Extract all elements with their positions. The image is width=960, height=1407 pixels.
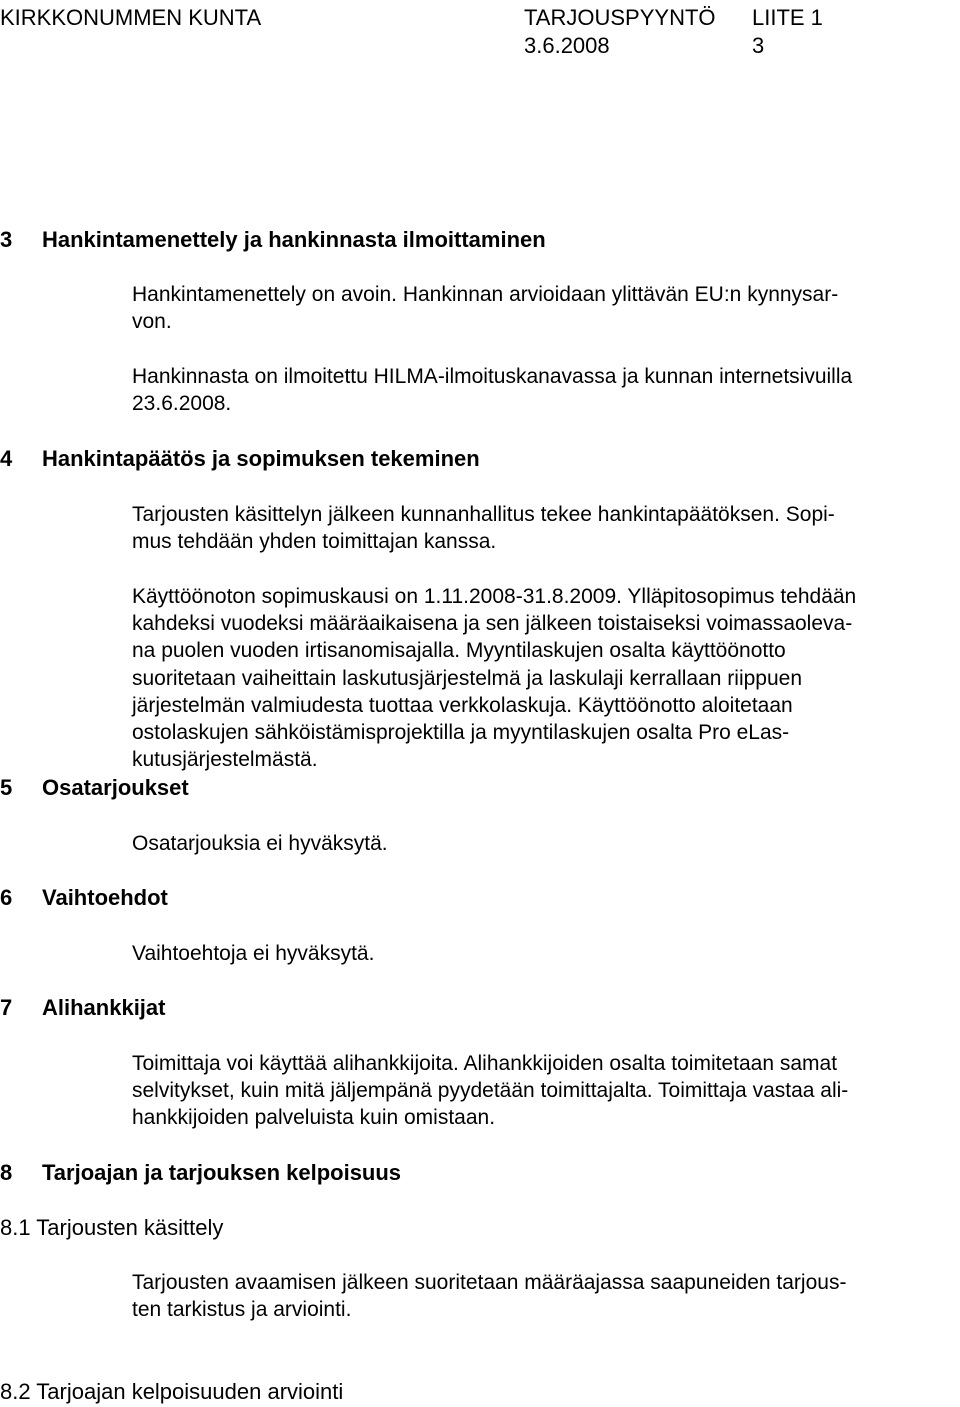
header-page-number: 3 (752, 33, 765, 58)
text-line: von. (132, 310, 172, 334)
text-line: na puolen vuoden irtisanomisajalla. Myyntilaskujen osalta käyttöönotto (132, 639, 786, 663)
section-5-paragraph (132, 830, 388, 857)
section-4-title: Hankintapäätös ja sopimuksen tekeminen (42, 446, 480, 471)
text-line: Hankintamenettely on avoin. Hankinnan arvioidaan ylittävän EU:n kynnysar- (132, 283, 839, 306)
text-line: kahdeksi vuodeksi määräaikaisena ja sen jälkeen toistaiseksi voimassaoleva- (132, 612, 853, 636)
section-4-paragraph-2 (132, 583, 856, 773)
section-6-title: Vaihtoehdot (42, 885, 168, 910)
text-line: selvitykset, kuin mitä jäljempänä pyydetään toimittajalta. Toimittaja vastaa ali- (132, 1079, 849, 1103)
section-3-paragraph-2 (132, 363, 852, 417)
text-line: hankkijoiden palveluista kuin omistaan. (132, 1106, 496, 1130)
text-line: suoritetaan vaiheittain laskutusjärjestelmä ja laskulaji kerrallaan riippuen (132, 666, 803, 690)
section-3-number: 3 (0, 227, 13, 252)
text-line: Vaihtoehtoja ei hyväksytä. (132, 942, 375, 965)
text-line: Osatarjouksia ei hyväksytä. (132, 832, 388, 855)
section-3-paragraph-1 (132, 281, 838, 335)
text-line: kutusjärjestelmästä. (132, 748, 318, 772)
header-attachment: LIITE 1 (752, 5, 823, 30)
section-8-number: 8 (0, 1160, 13, 1185)
section-7-number: 7 (0, 995, 13, 1020)
section-5-title: Osatarjoukset (42, 775, 189, 800)
text-line: 23.6.2008. (132, 392, 232, 416)
header-date: 3.6.2008 (524, 33, 610, 58)
header-org: KIRKKONUMMEN KUNTA (0, 5, 262, 30)
section-4-number: 4 (0, 446, 13, 471)
section-6-number: 6 (0, 885, 13, 910)
section-7-paragraph (132, 1050, 848, 1132)
section-3-title: Hankintamenettely ja hankinnasta ilmoittaminen (42, 227, 546, 252)
section-5-number: 5 (0, 775, 13, 800)
text-line: järjestelmän valmiudesta tuottaa verkkolaskuja. Käyttöönotto aloitetaan (132, 693, 793, 717)
section-8-1-title: 8.1 Tarjousten käsittely (0, 1215, 224, 1240)
text-line: mus tehdään yhden toimittajan kanssa. (132, 530, 497, 554)
section-8-1-paragraph (132, 1269, 846, 1323)
section-4-paragraph-1 (132, 501, 835, 555)
text-line: ostolaskujen sähköistämisprojektilla ja myyntilaskujen osalta Pro eLas- (132, 721, 790, 745)
header-doc-type: TARJOUSPYYNTÖ (524, 5, 716, 30)
text-line: Käyttöönoton sopimuskausi on 1.11.2008-31.8.2009. Ylläpitosopimus tehdään (132, 585, 857, 608)
section-8-2-title: 8.2 Tarjoajan kelpoisuuden arviointi (0, 1379, 344, 1404)
text-line: Tarjousten käsittelyn jälkeen kunnanhallitus tekee hankintapäätöksen. Sopi- (132, 503, 835, 526)
section-8-title: Tarjoajan ja tarjouksen kelpoisuus (42, 1160, 402, 1185)
section-6-paragraph (132, 940, 374, 967)
section-7-title: Alihankkijat (42, 995, 166, 1020)
text-line: Toimittaja voi käyttää alihankkijoita. Alihankkijoiden osalta toimitetaan samat (132, 1052, 838, 1075)
text-line: Tarjousten avaamisen jälkeen suoritetaan määräajassa saapuneiden tarjous- (132, 1271, 847, 1294)
text-line: Hankinnasta on ilmoitettu HILMA-ilmoituskanavassa ja kunnan internetsivuilla (132, 365, 853, 388)
text-line: ten tarkistus ja arviointi. (132, 1298, 352, 1322)
